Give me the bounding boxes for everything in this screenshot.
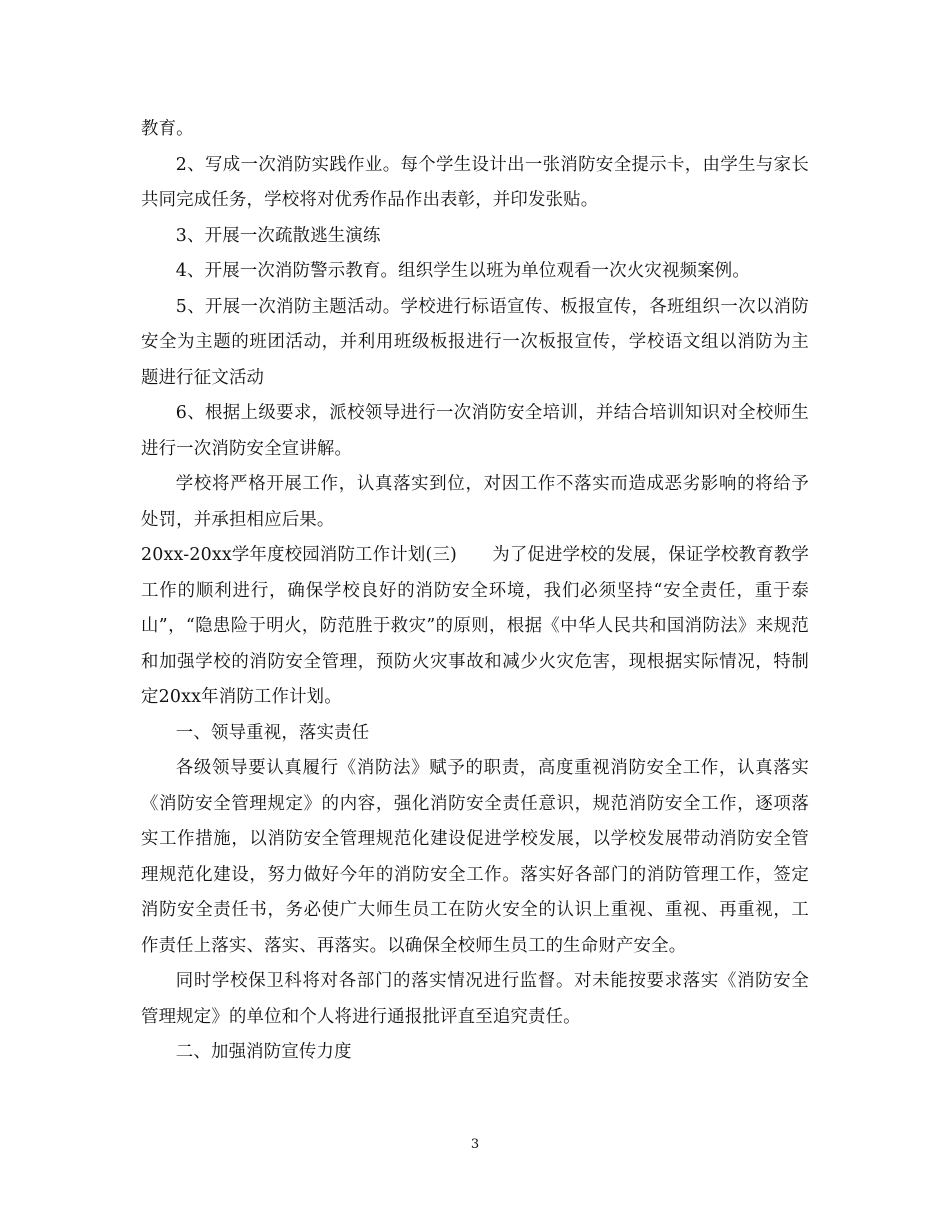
paragraph: 5、开展一次消防主题活动。学校进行标语宣传、板报宣传，各班组织一次以消防安全为主题的班团活动，并利用班级板报进行一次板报宣传，学校语文组以消防为主题进行征文活动 — [141, 296, 809, 388]
paragraph: 各级领导要认真履行《消防法》赋予的职责，高度重视消防安全工作，认真落实《消防安全管理规定》的内容，强化消防安全责任意识，规范消防安全工作，逐项落实工作措施，以消防安全管理规范化建设促进学校发展，以学校发展带动消防安全管理规范化建设，努力做好今年的消防安全工作。落实好各部门的消防管理工作，签定消防安全责任书，务必使广大师生员工在防火安全的认识上重视、重视、再重视，工作责任上落实、落实、再落实。以确保全校师生员工的生命财产安全。 — [141, 758, 809, 956]
paragraph: 4、开展一次消防警示教育。组织学生以班为单位观看一次火灾视频案例。 — [175, 261, 750, 281]
document-body — [141, 112, 809, 1071]
section-heading: 二、加强消防宣传力度 — [175, 1042, 352, 1062]
page-number: 3 — [470, 1137, 480, 1152]
paragraph: 3、开展一次疏散逃生演练 — [175, 225, 381, 246]
paragraph: 2、写成一次消防实践作业。每个学生设计出一张消防安全提示卡，由学生与家长共同完成任务，学校将对优秀作品作出表彰，并印发张贴。 — [141, 154, 809, 210]
paragraph: 学校将严格开展工作，认真落实到位，对因工作不落实而造成恶劣影响的将给予处罚，并承担相应后果。 — [141, 474, 809, 530]
paragraph: 6、根据上级要求，派校领导进行一次消防安全培训，并结合培训知识对全校师生进行一次消防安全宣讲解。 — [141, 403, 809, 459]
paragraph: 教育。 — [141, 119, 194, 139]
paragraph: 同时学校保卫科将对各部门的落实情况进行监督。对未能按要求落实《消防安全管理规定》的单位和个人将进行通报批评直至追究责任。 — [141, 971, 809, 1027]
paragraph: 20xx-20xx学年度校园消防工作计划(三) 为了促进学校的发展，保证学校教育教学工作的顺利进行，确保学校良好的消防安全环境，我们必须坚持“安全责任，重于泰山”，“隐患险于明火，防范胜于救灾”的原则，根据《中华人民共和国消防法》来规范和加强学校的消防安全管理，预防火灾事故和减少火灾危害，现根据实际情况，特制定20xx年消防工作计划。 — [141, 545, 809, 707]
section-heading: 一、领导重视，落实责任 — [175, 722, 370, 743]
